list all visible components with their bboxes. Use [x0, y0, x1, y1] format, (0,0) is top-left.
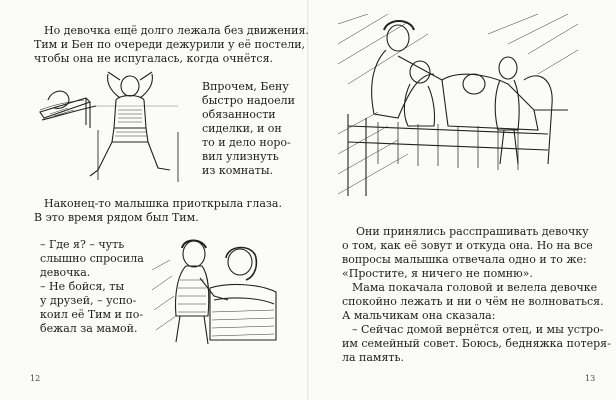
text-line: В это время рядом был Тим. — [34, 211, 199, 224]
dialogue-block — [40, 238, 144, 336]
text-line: коил её Тим и по- — [40, 308, 144, 321]
text-line: бежал за мамой. — [40, 322, 138, 335]
text-line: о том, как её зовут и откуда она. Но на все — [342, 239, 593, 252]
text-line: быстро надоели — [202, 94, 295, 107]
illustration-boy-stretching — [38, 70, 188, 185]
paragraph-2 — [202, 80, 295, 178]
text-line: Наконец-то малышка приоткрыла глаза. — [44, 197, 282, 210]
text-line: ла память. — [342, 351, 404, 364]
illustration-boy-at-bedside — [150, 230, 280, 355]
text-line: у друзей, – успо- — [40, 294, 137, 307]
text-line: Но девочка ещё долго лежала без движения. — [44, 24, 309, 37]
text-line: Впрочем, Бену — [202, 80, 289, 93]
text-line: – Сейчас домой вернётся отец, и мы устро- — [352, 323, 604, 336]
text-line: из комнаты. — [202, 164, 274, 177]
text-line: чтобы она не испугалась, когда очнётся. — [34, 52, 274, 65]
text-line: Мама покачала головой и велела девочке — [352, 281, 598, 294]
paragraph-3 — [34, 197, 282, 225]
text-line: «Простите, я ничего не помню». — [342, 267, 533, 280]
right-page-text — [342, 225, 611, 365]
text-line: – Где я? – чуть — [40, 238, 125, 251]
page-number-left: 12 — [30, 374, 41, 383]
text-line: Тим и Бен по очереди дежурили у её постели, — [34, 38, 306, 51]
text-line: сиделки, и он — [202, 122, 282, 135]
illustration-mother-and-boys-at-bed — [338, 14, 578, 204]
text-line: спокойно лежать и ни о чём не волноваться. — [342, 295, 604, 308]
text-line: обязанности — [202, 108, 276, 121]
text-line: А мальчикам она сказала: — [342, 309, 496, 322]
page-number-right: 13 — [585, 374, 596, 383]
text-line: им семейный совет. Боюсь, бедняжка потеря- — [342, 337, 611, 350]
text-line: то и дело норо- — [202, 136, 291, 149]
text-line: вопросы малышка отвечала одно и то же: — [342, 253, 587, 266]
text-line: – Не бойся, ты — [40, 280, 125, 293]
paragraph-1 — [34, 24, 309, 66]
text-line: девочка. — [40, 266, 91, 279]
text-line: вил улизнуть — [202, 150, 279, 163]
text-line: Они принялись расспрашивать девочку — [356, 225, 589, 238]
text-line: слышно спросила — [40, 252, 144, 265]
